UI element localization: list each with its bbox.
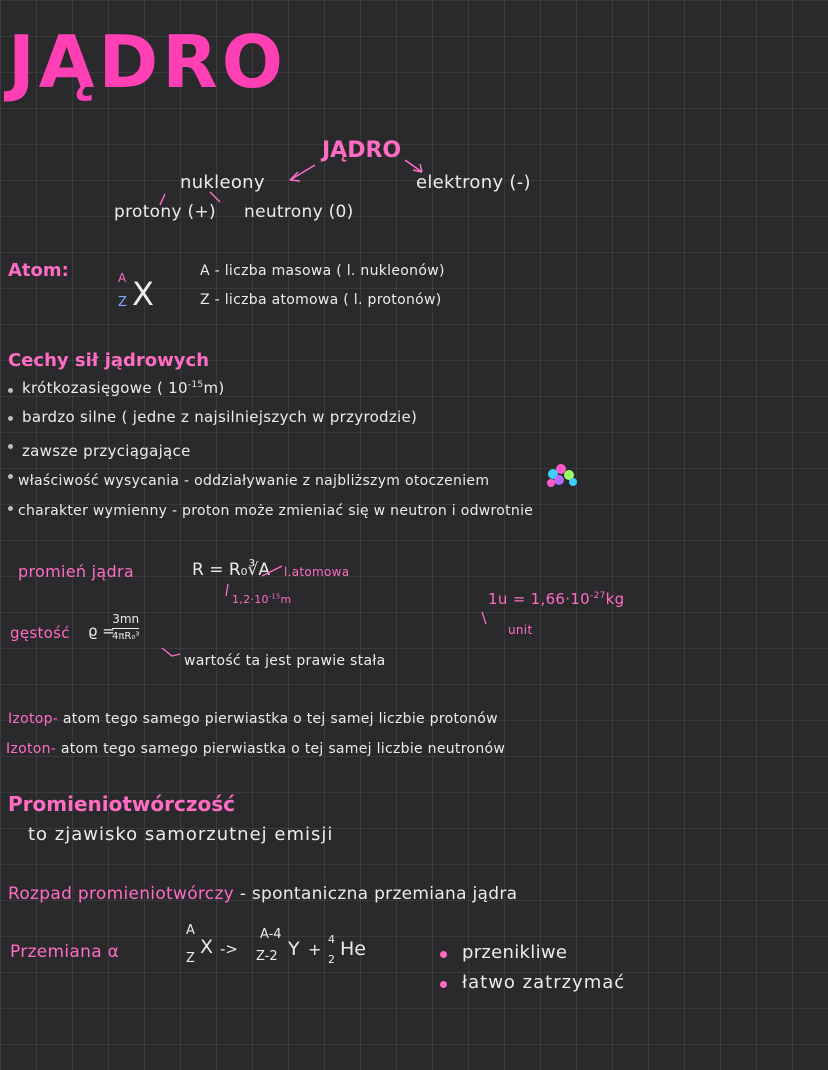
radioactivity-text: to zjawisko samorzutnej emisji xyxy=(28,824,334,845)
atom-def-a: A - liczba masowa ( l. nukleonów) xyxy=(200,263,445,279)
isotope-line: Izotop- atom tego samego pierwiastka o tej samej liczbie protonów xyxy=(8,711,498,727)
atom-label: Atom: xyxy=(8,260,69,281)
density-rho: ϱ = xyxy=(88,622,115,640)
diagram-electrons: elektrony (-) xyxy=(416,172,531,193)
alpha-x-top: A xyxy=(186,923,195,938)
density-numerator: 3mn xyxy=(112,612,140,626)
atom-symbol-bottom: Z xyxy=(118,295,127,310)
radioactivity-heading: Promieniotwórczość xyxy=(8,792,235,816)
alpha-prop-bullet xyxy=(440,951,447,958)
alpha-prop: przenikliwe xyxy=(462,942,568,963)
alpha-y: Y xyxy=(288,938,300,960)
feature-item: właściwość wysycania - oddziaływanie z najbliższym otoczeniem xyxy=(18,473,490,489)
alpha-y-bottom: Z-2 xyxy=(256,949,278,964)
diagram-protons: protony (+) xyxy=(114,202,216,222)
alpha-label: Przemiana α xyxy=(10,942,120,962)
alpha-x-bottom: Z xyxy=(186,951,195,966)
features-heading: Cechy sił jądrowych xyxy=(8,350,210,371)
diagram-root: JĄDRO xyxy=(322,138,402,163)
isotone-line: Izoton- atom tego samego pierwiastka o tej samej liczbie neutronów xyxy=(6,741,506,757)
atom-def-z: Z - liczba atomowa ( l. protonów) xyxy=(200,292,442,308)
density-fraction xyxy=(112,612,139,642)
radius-formula: R = R₀∛A xyxy=(192,560,270,580)
isotope-label: Izotop- xyxy=(8,711,59,727)
page-title: JĄDRO xyxy=(8,20,287,104)
alpha-he-top: 4 xyxy=(328,933,335,946)
unit-note: unit xyxy=(508,623,533,637)
alpha-prop-bullet xyxy=(440,981,447,988)
feature-item: charakter wymienny - proton może zmieniać się w neutron i odwrotnie xyxy=(18,503,534,519)
atom-symbol-top: A xyxy=(118,271,127,285)
radius-label: promień jądra xyxy=(18,562,134,581)
isotone-label: Izoton- xyxy=(6,741,57,757)
alpha-y-top: A-4 xyxy=(260,927,282,942)
alpha-x: X xyxy=(200,936,214,958)
density-label: gęstość xyxy=(10,624,70,642)
unit-value: $1u = 1,66\cdot 10^{-27}kg$ xyxy=(488,590,625,608)
density-note: wartość ta jest prawie stała xyxy=(184,653,386,669)
radius-note: l.atomowa xyxy=(284,565,350,579)
density-denominator: 4πR₀³ xyxy=(112,631,140,642)
alpha-he: He xyxy=(340,938,366,960)
decay-label: Rozpad promieniotwórczy xyxy=(8,884,235,904)
alpha-prop: łatwo zatrzymać xyxy=(462,972,626,993)
feature-item: bardzo silne ( jedne z najsilniejszych w przyrodzie) xyxy=(22,408,418,426)
alpha-arrow: -> xyxy=(220,940,238,958)
alpha-he-bottom: 2 xyxy=(328,953,335,966)
radius-r0: $1,2\cdot 10^{-15}m$ xyxy=(232,592,292,606)
diagram-nucleons: nukleony xyxy=(180,172,265,193)
atom-symbol: X xyxy=(132,275,154,313)
decay-line: Rozpad promieniotwórczy - spontaniczna przemiana jądra xyxy=(8,884,518,904)
feature-item: krótkozasięgowe ( $10^{-15}m$) xyxy=(22,379,225,397)
alpha-plus: + xyxy=(308,940,322,959)
fraction-bar xyxy=(112,628,139,629)
diagram-neutrons: neutrony (0) xyxy=(244,202,354,222)
feature-item: zawsze przyciągające xyxy=(22,442,191,460)
